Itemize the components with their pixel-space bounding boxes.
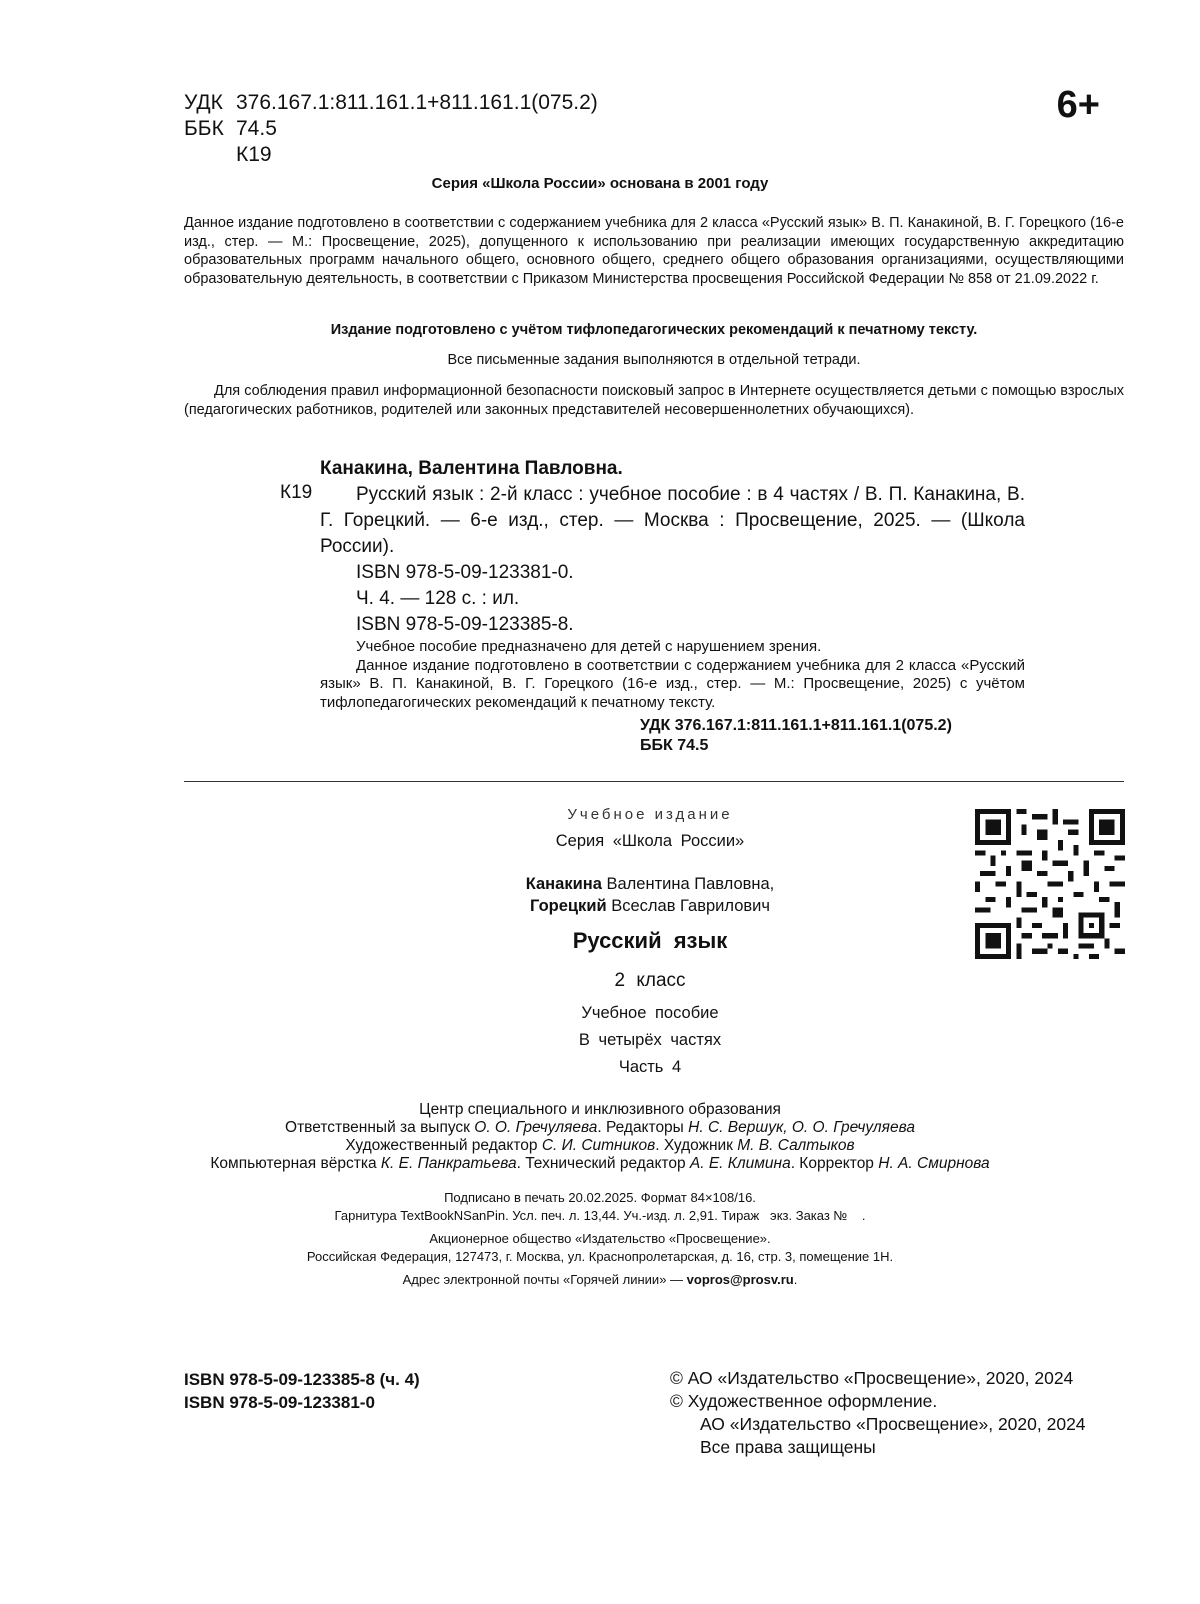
footer-copyright: [670, 1367, 1086, 1459]
catalog-header: [184, 90, 598, 168]
credits-block: [0, 1101, 1200, 1173]
copyright-design-owner: АО «Издательство «Просвещение», 2020, 2024: [700, 1414, 1086, 1434]
biblio-bbk: ББК 74.5: [640, 737, 709, 754]
credits-responsible: Ответственный за выпуск О. О. Гречуляева. Редакторы Н. С. Вершук, О. О. Гречуляева: [285, 1119, 915, 1136]
divider: [184, 781, 1124, 782]
bbk-label: ББК: [184, 117, 224, 140]
author2-name: Всеслав Гаврилович: [611, 897, 770, 915]
credits-art: Художественный редактор С. И. Ситников. Художник М. В. Салтыков: [345, 1137, 855, 1154]
imprint-print: [0, 1189, 1200, 1225]
edition-series: Серия «Школа России»: [555, 832, 745, 850]
biblio-description: Русский язык : 2-й класс : учебное пособие : в 4 частях / В. П. Канакина, В. Г. Горецкий. — 6-е изд., стер. — Москва : Просвещение, 2025. — (Школа России).: [320, 484, 1025, 557]
bbk-value: 74.5: [236, 117, 277, 140]
book-part: Часть 4: [618, 1058, 682, 1076]
author2-surname: Горецкий: [530, 897, 607, 915]
imprint-typeface: Гарнитура TextBookNSanPin. Усл. печ. л. 13,44. Уч.-изд. л. 2,91. Тираж экз. Заказ № .: [334, 1208, 866, 1223]
biblio-record: [320, 456, 1025, 712]
footer-isbn: [184, 1368, 420, 1414]
biblio-udk: УДК 376.167.1:811.161.1+811.161.1(075.2): [640, 717, 952, 734]
age-rating: 6+: [1056, 84, 1100, 126]
compliance-paragraph: Данное издание подготовлено в соответствии с содержанием учебника для 2 класса «Русский язык» В. П. Канакиной, В. Г. Горецкого (16-е изд., стер. — М.: Просвещение, 2025), допущенного к использованию при реализации имеющих государственную аккредитацию образовательных программ начального общего, основного общего, среднего общего образования организациями, осуществляющими образовательную деятельность, в соответствии с Приказом Министерства просвещения Российской Федерации № 858 от 21.09.2022 г.: [184, 215, 1124, 287]
typhlo-note: Издание подготовлено с учётом тифлопедагогических рекомендаций к печатному тексту.: [330, 322, 978, 338]
series-note: Серия «Школа России» основана в 2001 году: [431, 175, 769, 192]
imprint-signed: Подписано в печать 20.02.2025. Формат 84×108/16.: [444, 1190, 756, 1205]
hotline-email[interactable]: vopros@prosv.ru: [686, 1272, 794, 1287]
imprint-hotline: Адрес электронной почты «Горячей линии» — vopros@prosv.ru.: [402, 1272, 798, 1287]
imprint-address: Российская Федерация, 127473, г. Москва, ул. Краснопролетарская, д. 16, стр. 3, помещение 1Н.: [306, 1249, 894, 1264]
copyright-publisher: © АО «Издательство «Просвещение», 2020, 2024: [670, 1368, 1074, 1388]
book-parts: В четырёх частях: [578, 1031, 722, 1049]
footer-isbn-set: ISBN 978-5-09-123381-0: [184, 1393, 375, 1412]
copyright-design: © Художественное оформление.: [670, 1391, 938, 1411]
imprint-publisher-block: [0, 1230, 1200, 1266]
biblio-part: Ч. 4. — 128 с. : ил.: [356, 588, 520, 609]
biblio-note: Данное издание подготовлено в соответствии с содержанием учебника для 2 класса «Русский язык» В. П. Канакиной, В. Г. Горецкого (16-е изд., стер. — М.: Просвещение, 2025) с учётом тифлопедагогических рекомендаций к печатному тексту.: [320, 656, 1025, 711]
edition-authors: [390, 873, 910, 917]
book-kind: Учебное пособие: [581, 1004, 719, 1022]
biblio-isbn-part: ISBN 978-5-09-123385-8.: [356, 614, 574, 635]
udk-label: УДК: [184, 91, 223, 114]
author-mark: К19: [236, 143, 272, 166]
footer-isbn-part: ISBN 978-5-09-123385-8 (ч. 4): [184, 1370, 420, 1389]
book-title: Русский язык: [572, 928, 728, 953]
biblio-audience: Учебное пособие предназначено для детей с нарушением зрения.: [356, 638, 822, 655]
udk-value: 376.167.1:811.161.1+811.161.1(075.2): [236, 91, 598, 114]
imprint-publisher: Акционерное общество «Издательство «Просвещение».: [429, 1231, 771, 1246]
author1-surname: Канакина: [525, 875, 602, 893]
biblio-classification: [640, 716, 952, 756]
biblio-author: Канакина, Валентина Павловна.: [320, 458, 623, 479]
workbook-note: Все письменные задания выполняются в отдельной тетради.: [447, 352, 861, 368]
biblio-mark: К19: [280, 482, 313, 503]
credits-layout: Компьютерная вёрстка К. Е. Панкратьева. Технический редактор А. Е. Климина. Корректор Н. А. Смирнова: [210, 1155, 990, 1172]
author1-name: Валентина Павловна,: [606, 875, 775, 893]
book-grade: 2 класс: [614, 970, 686, 991]
safety-paragraph: Для соблюдения правил информационной безопасности поисковый запрос в Интернете осуществляется детьми с помощью взрослых (педагогических работников, родителей или законных представителей несовершеннолетних обучающихся).: [184, 383, 1124, 418]
edition-type: Учебное издание: [567, 806, 733, 823]
qr-code[interactable]: [975, 809, 1125, 959]
credits-center: Центр специального и инклюзивного образования: [419, 1101, 781, 1118]
copyright-rights: Все права защищены: [700, 1437, 876, 1457]
biblio-isbn-set: ISBN 978-5-09-123381-0.: [356, 562, 574, 583]
